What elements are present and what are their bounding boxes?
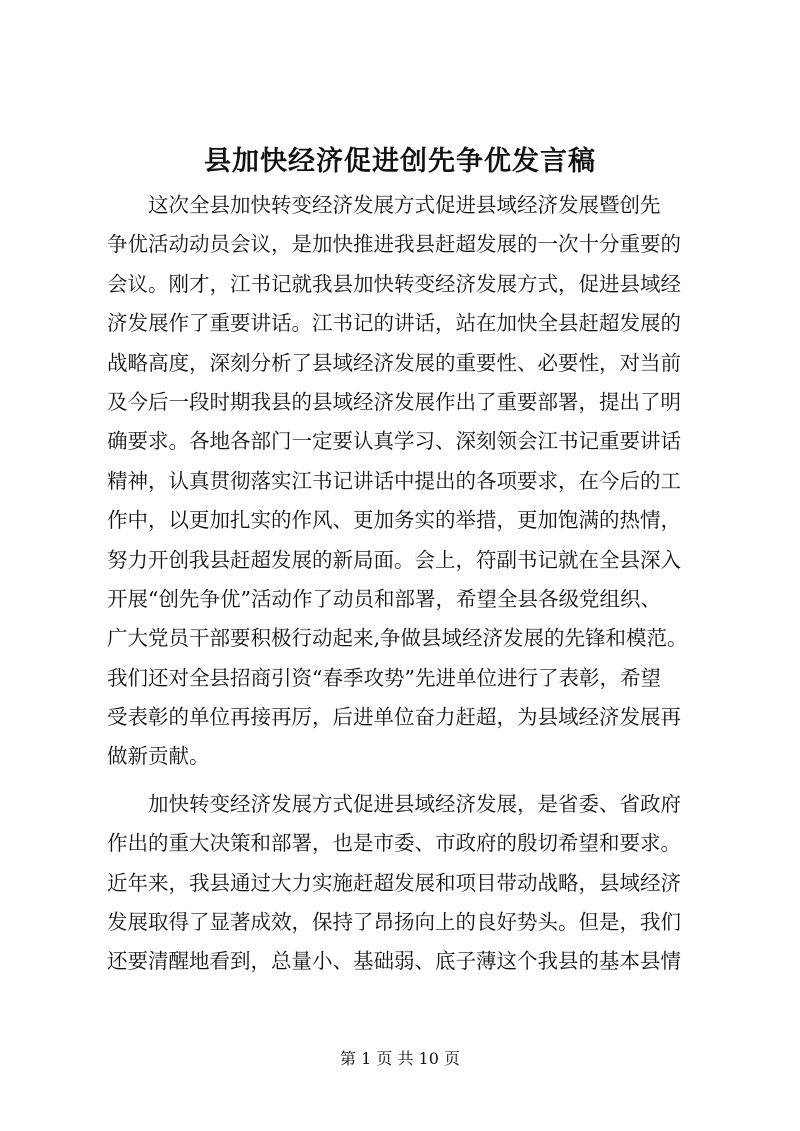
- text-line: 这次全县加快转变经济发展方式促进县域经济发展暨创先: [148, 193, 661, 217]
- text-line: 努力开创我县赶超发展的新局面。会上，符副书记就在全县深入: [107, 547, 681, 572]
- text-line: 近年来，我县通过大力实施赶超发展和项目带动战略，县域经济: [107, 870, 681, 895]
- text-line: 加快转变经济发展方式促进县域经济发展，是省委、省政府: [148, 791, 681, 816]
- paragraph-1: [107, 186, 707, 777]
- text-line: 受表彰的单位再接再厉，后进单位奋力赶超，为县域经济发展再: [107, 705, 681, 730]
- text-line: 济发展作了重要讲话。江书记的讲话，站在加快全县赶超发展的: [107, 311, 681, 336]
- paragraph-spacer: [107, 777, 707, 785]
- text-line: 确要求。各地各部门一定要认真学习、深刻领会江书记重要讲话: [107, 429, 681, 454]
- text-line: 会议。刚才，江书记就我县加快转变经济发展方式，促进县域经: [107, 271, 681, 296]
- document-title: 县加快经济促进创先争优发言稿: [204, 146, 596, 177]
- text-line: 开展“创先争优”活动作了动员和部署，希望全县各级党组织、: [107, 586, 661, 611]
- text-line: 争优活动动员会议，是加快推进我县赶超发展的一次十分重要的: [107, 232, 681, 257]
- text-line: 做新贡献。: [107, 744, 210, 769]
- text-line: 还要清醒地看到，总量小、基础弱、底子薄这个我县的基本县情: [107, 949, 681, 974]
- paragraph-2: [107, 785, 707, 982]
- text-line: 发展取得了显著成效，保持了昂扬向上的良好势头。但是，我们: [107, 910, 681, 935]
- text-line: 我们还对全县招商引资“春季攻势”先进单位进行了表彰，希望: [107, 665, 661, 690]
- text-line: 作中，以更加扎实的作风、更加务实的举措，更加饱满的热情，: [107, 508, 681, 533]
- text-line: 作出的重大决策和部署，也是市委、市政府的殷切希望和要求。: [107, 831, 681, 856]
- document-body: [107, 186, 707, 982]
- text-line: 战略高度，深刻分析了县域经济发展的重要性、必要性，对当前: [107, 350, 681, 375]
- text-line: 广大党员干部要积极行动起来,争做县域经济发展的先锋和模范。: [107, 626, 688, 651]
- text-line: 及今后一段时期我县的县域经济发展作出了重要部署，提出了明: [107, 389, 681, 414]
- text-line: 精神，认真贯彻落实江书记讲话中提出的各项要求，在今后的工: [107, 468, 681, 493]
- page-number-footer: 第 1 页 共 10 页: [340, 1049, 460, 1068]
